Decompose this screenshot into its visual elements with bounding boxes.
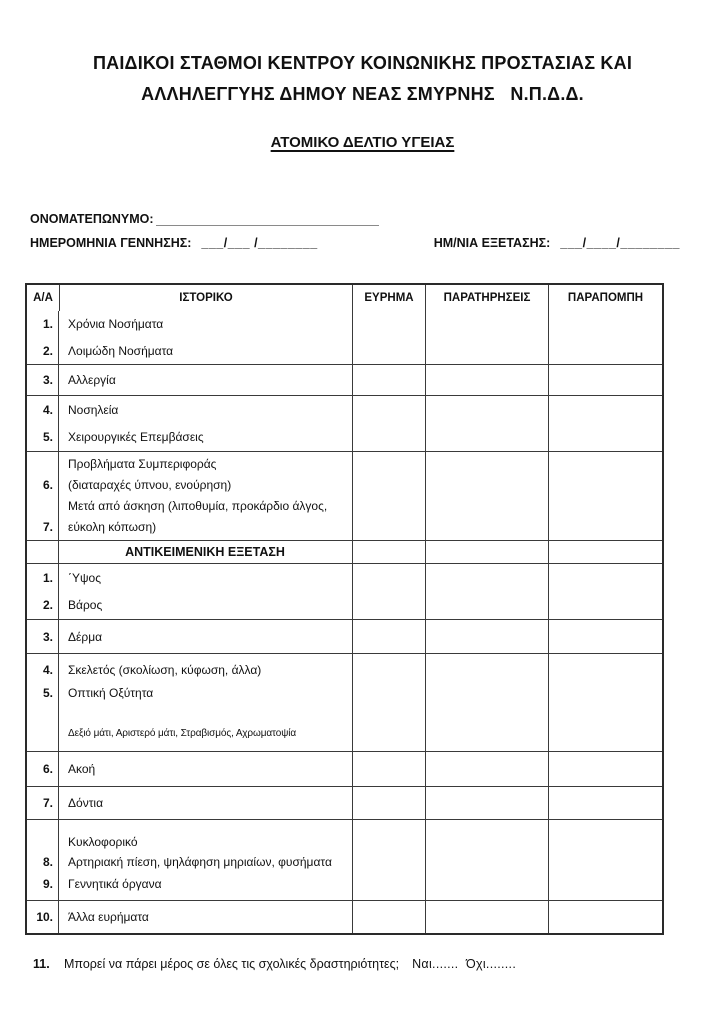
referral-cell[interactable]: [548, 787, 662, 819]
column-header-aa: Α/Α: [33, 292, 53, 304]
item-line: [27, 906, 352, 928]
item-label: Προβλήματα Συμπεριφοράς: [68, 457, 217, 471]
name-label: ΟΝΟΜΑΤΕΠΩΝΥΜΟ:: [30, 212, 154, 226]
observations-cell[interactable]: [425, 820, 548, 900]
item-left-cell: [27, 452, 352, 540]
item-label: Αλλεργία: [68, 373, 116, 387]
table-item-row: [27, 563, 662, 619]
item-left-cell: [27, 820, 352, 900]
finding-cell[interactable]: [352, 787, 425, 819]
item-label: Οπτική Οξύτητα: [68, 686, 154, 700]
item-line: [27, 758, 352, 780]
finding-cell[interactable]: [352, 311, 425, 364]
item-label: Σκελετός (σκολίωση, κύφωση, άλλα): [68, 663, 262, 677]
item-label: Νοσηλεία: [68, 402, 119, 417]
observations-cell[interactable]: [425, 396, 548, 451]
document-subtitle: [25, 134, 700, 151]
item-line: [27, 852, 352, 872]
item-number: 1.: [42, 316, 53, 331]
finding-cell[interactable]: [352, 654, 425, 751]
observations-cell[interactable]: [425, 752, 548, 786]
table-item-row: [27, 619, 662, 653]
item-number: 3.: [42, 629, 53, 644]
observations-cell[interactable]: [425, 564, 548, 619]
item-line: [27, 424, 352, 451]
form-fields: [25, 211, 700, 250]
item-line: [27, 682, 352, 705]
name-input-line[interactable]: [156, 211, 379, 226]
item-label: Βάρος: [68, 597, 103, 612]
item-label: Ακοή: [68, 762, 96, 776]
observations-cell[interactable]: [425, 901, 548, 933]
observations-cell[interactable]: [425, 620, 548, 653]
item-line: [27, 369, 352, 391]
item-line: [27, 454, 352, 475]
item-line: [27, 311, 352, 338]
column-header-paratiriseis: ΠΑΡΑΤΗΡΗΣΕΙΣ: [425, 285, 548, 311]
item-number: [27, 454, 58, 475]
activities-question-row: [25, 957, 700, 971]
item-number: 6.: [42, 762, 53, 776]
item-line: [27, 475, 352, 496]
finding-cell[interactable]: [352, 541, 425, 563]
section-header: ΑΝΤΙΚΕΙΜΕΝΙΚΗ ΕΞΕΤΑΣΗ: [125, 545, 285, 559]
referral-cell[interactable]: [548, 541, 662, 563]
observations-cell[interactable]: [425, 452, 548, 540]
item-line: [27, 659, 352, 682]
item-line: [27, 874, 352, 894]
item-left-cell: [27, 901, 352, 933]
referral-cell[interactable]: [548, 654, 662, 751]
item-line: [27, 592, 352, 619]
observations-cell[interactable]: [425, 311, 548, 364]
item-line: [27, 565, 352, 592]
exam-date-group: [434, 236, 680, 250]
table-item-row: [27, 819, 662, 900]
name-field-row: [30, 211, 700, 226]
item-label: Λοιμώδη Νοσήματα: [68, 343, 174, 358]
health-table: [25, 283, 664, 935]
dates-field-row: [30, 236, 700, 250]
observations-cell[interactable]: [425, 787, 548, 819]
column-header-evrima: ΕΥΡΗΜΑ: [352, 285, 425, 311]
item-number: 7.: [42, 796, 53, 810]
table-item-row: [27, 451, 662, 540]
birth-date-blanks[interactable]: ___/___ /________: [201, 236, 318, 250]
item-left-cell: [27, 564, 352, 619]
item-number: 8.: [42, 855, 53, 869]
observations-cell[interactable]: [425, 541, 548, 563]
finding-cell[interactable]: [352, 620, 425, 653]
item-left-cell: [27, 654, 352, 751]
column-header-parapompi: ΠΑΡΑΠΟΜΠΗ: [548, 285, 662, 311]
item-line: [27, 722, 352, 745]
item-left-cell: [27, 365, 352, 395]
referral-cell[interactable]: [548, 820, 662, 900]
item-label: Άλλα ευρήματα: [68, 910, 149, 924]
table-section-row: [27, 540, 662, 563]
exam-date-blanks[interactable]: ___/____/________: [560, 236, 680, 250]
observations-cell[interactable]: [425, 654, 548, 751]
item-number: 4.: [42, 663, 53, 677]
item-number: 11.: [33, 957, 50, 971]
table-header-row: [27, 285, 662, 311]
item-number: [27, 832, 58, 852]
referral-cell[interactable]: [548, 396, 662, 451]
table-item-row: [27, 900, 662, 933]
item-number: 2.: [42, 597, 53, 612]
item-number: 5.: [42, 429, 53, 444]
table-item-row: [27, 751, 662, 786]
item-number: 3.: [42, 373, 53, 387]
finding-cell[interactable]: [352, 820, 425, 900]
item-number: 10.: [36, 910, 53, 924]
table-item-row: [27, 786, 662, 819]
item-label: εύκολη κόπωση): [68, 520, 157, 534]
item-label: (διαταραχές ύπνου, ενούρηση): [68, 478, 232, 492]
item-line: [27, 517, 352, 538]
item-number: 4.: [42, 402, 53, 417]
exam-date-label: ΗΜ/ΝΙΑ ΕΞΕΤΑΣΗΣ:: [433, 236, 551, 250]
item-label: Μετά από άσκηση (λιποθυμία, προκάρδιο άλγος,: [68, 499, 328, 513]
referral-cell[interactable]: [548, 452, 662, 540]
item-line: [27, 792, 352, 814]
item-line: [27, 626, 352, 648]
item-number: [27, 722, 58, 745]
item-number: [27, 496, 58, 517]
item-label: Αρτηριακή πίεση, ψηλάφηση μηριαίων, φυσήματα: [68, 855, 332, 869]
item-left-cell: [27, 396, 352, 451]
item-label: Γεννητικά όργανα: [68, 877, 162, 891]
table-item-row: [27, 311, 662, 364]
item-left-cell: [27, 620, 352, 653]
item-number: 5.: [42, 686, 53, 700]
table-item-row: [27, 653, 662, 751]
finding-cell[interactable]: [352, 901, 425, 933]
item-line: [27, 832, 352, 852]
item-number: 1.: [42, 570, 53, 585]
yes-no-answer-blanks[interactable]: Ναι....... Όχι........: [412, 957, 517, 971]
item-left-cell: [27, 787, 352, 819]
title-line-1: ΠΑΙΔΙΚΟΙ ΣΤΑΘΜΟΙ ΚΕΝΤΡΟΥ ΚΟΙΝΩΝΙΚΗΣ ΠΡΟΣΤΑΣΙΑΣ ΚΑΙ: [92, 53, 633, 73]
finding-cell[interactable]: [352, 365, 425, 395]
referral-cell[interactable]: [548, 564, 662, 619]
birth-date-label: ΗΜΕΡΟΜΗΝΙΑ ΓΕΝΝΗΣΗΣ:: [30, 236, 192, 250]
finding-cell[interactable]: [352, 452, 425, 540]
referral-cell[interactable]: [548, 901, 662, 933]
item-left-cell: [27, 311, 352, 364]
item-label: ΄Υψος: [68, 570, 102, 585]
item-number: 9.: [42, 877, 53, 891]
item-label: Δεξιό μάτι, Αριστερό μάτι, Στραβισμός, Αχρωματοψία: [68, 728, 297, 739]
item-line: [27, 397, 352, 424]
item-number: 6.: [42, 478, 53, 492]
activities-question: Μπορεί να πάρει μέρος σε όλες τις σχολικές δραστηριότητες;: [64, 957, 400, 971]
section-left-cell: [27, 541, 352, 563]
table-item-row: [27, 364, 662, 395]
item-label: Δόντια: [68, 796, 104, 810]
item-label: Χειρουργικές Επεμβάσεις: [68, 429, 204, 444]
referral-cell[interactable]: [548, 365, 662, 395]
referral-cell[interactable]: [548, 620, 662, 653]
title-line-2: ΑΛΛΗΛΕΓΓΥΗΣ ΔΗΜΟΥ ΝΕΑΣ ΣΜΥΡΝΗΣ Ν.Π.Δ.Δ.: [141, 84, 584, 104]
item-line: [27, 338, 352, 365]
item-label: Κυκλοφορικό: [68, 835, 138, 849]
item-left-cell: [27, 752, 352, 786]
column-header-istoriko: ΙΣΤΟΡΙΚΟ: [59, 285, 352, 311]
item-number: 2.: [42, 343, 53, 358]
document-title: [25, 48, 700, 110]
table-item-row: [27, 395, 662, 451]
item-line: [27, 496, 352, 517]
finding-cell[interactable]: [352, 396, 425, 451]
item-label: Δέρμα: [68, 629, 103, 644]
referral-cell[interactable]: [548, 311, 662, 364]
finding-cell[interactable]: [352, 564, 425, 619]
subtitle-text: ΑΤΟΜΙΚΟ ΔΕΛΤΙΟ ΥΓΕΙΑΣ: [270, 134, 455, 151]
observations-cell[interactable]: [425, 365, 548, 395]
finding-cell[interactable]: [352, 752, 425, 786]
referral-cell[interactable]: [548, 752, 662, 786]
item-label: Χρόνια Νοσήματα: [68, 316, 164, 331]
item-number: 7.: [42, 520, 53, 534]
